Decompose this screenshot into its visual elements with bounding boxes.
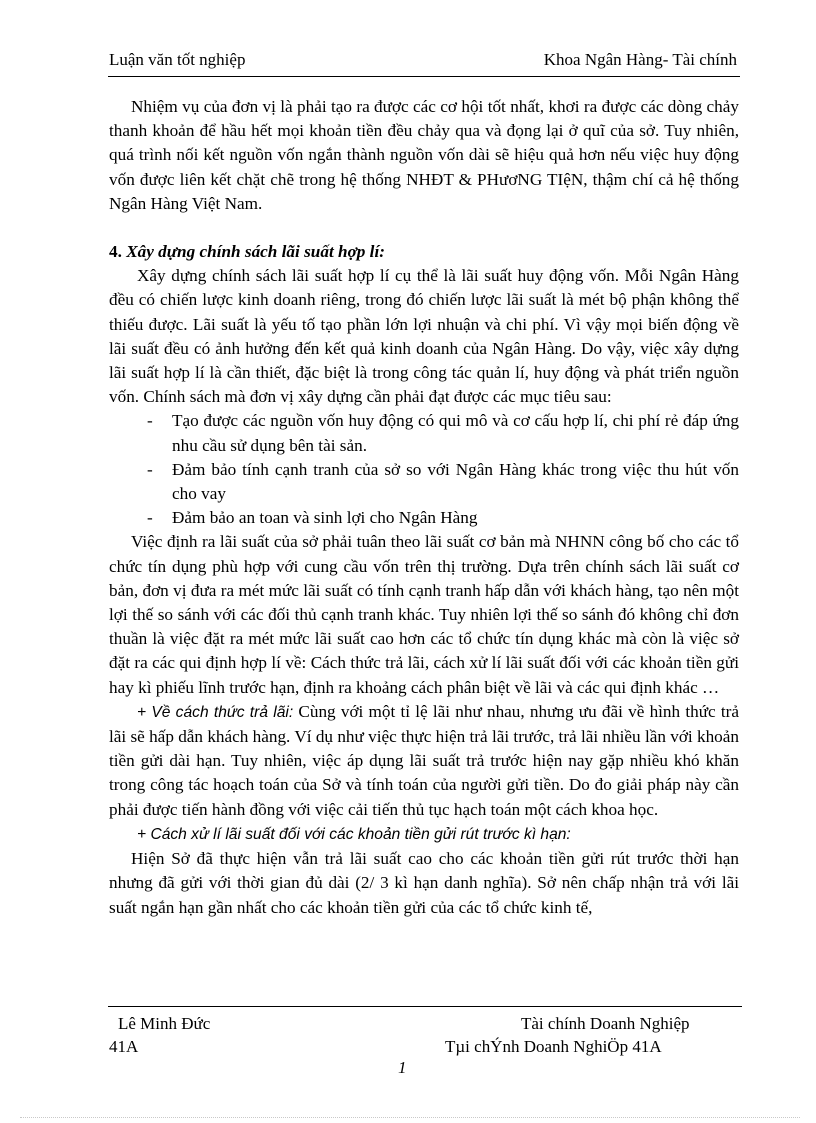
paragraph-payment-method (109, 700, 739, 822)
footer-class: 41A (109, 1037, 139, 1056)
paragraph-intro: Nhiệm vụ của đơn vị là phải tạo ra được các cơ hội tốt nhất, khơi ra được các dòng chảy thanh khoản để hầu hết mọi khoản tiền đều chảy qua và đọng lại ở quĩ của sở. Tuy nhiên, quá trình nối kết nguồn vốn ngắn thành nguồn vốn dài sẽ hiệu quả hơn nếu việc huy động vốn được liên kết chặt chẽ trong hệ thống NHĐT & PHươNG TIệN, thậm chí cả hệ thống Ngân Hàng Việt Nam. (109, 97, 739, 213)
page-bottom-border (20, 1117, 800, 1118)
paragraph-policy: Xây dựng chính sách lãi suất hợp lí cụ thể là lãi suất huy động vốn. Mỗi Ngân Hàng đều có chiến lược kinh doanh riêng, trong đó chiến lược lãi suất là mét bộ phận không thể thiếu được. Lãi suất là yếu tố tạo phần lớn lợi nhuận và chi phí. Vì vậy mọi biến động về lãi suất đều có ảnh hưởng đến kết quả kinh doanh của Ngân Hàng. Do vậy, việc xây dựng lãi suất hợp lí là cần thiết, đặc biệt là trong công tác quản lí, huy động và phát triển nguồn vốn. Chính sách mà đơn vị xây dựng cần phải đạt được các mục tiêu sau: (109, 266, 739, 407)
header-thesis-label: Luận văn tốt nghiệp (109, 50, 246, 69)
list-item-text: Tạo được các nguồn vốn huy động có qui mô và cơ cấu hợp lí, chi phí rẻ đáp ứng nhu cầu sử dụng bên tài sản. (172, 411, 739, 455)
subheading-early-withdrawal: + Cách xử lí lãi suất đối với các khoản tiền gửi rút trước kì hạn: (137, 825, 571, 843)
section-number: 4. (109, 242, 122, 262)
list-item (109, 458, 739, 506)
bullet-dash: - (147, 459, 153, 479)
footer-author: Lê Minh Đức (118, 1014, 211, 1033)
page-header (109, 50, 737, 72)
paragraph-early-withdrawal: Hiện Sở đã thực hiện vẫn trả lãi suất cao cho các khoản tiền gửi rút trước thời hạn nhưng đã gửi với thời gian đủ dài (2/ 3 kì hạn danh nghĩa). Sở nên chấp nhận trả với lãi suất ngắn hạn gần nhất cho các khoản tiền gửi của các tổ chức kinh tế, (109, 849, 739, 917)
list-item-text: Đảm bảo an toan và sinh lợi cho Ngân Hàng (172, 508, 478, 528)
footer-department: Tài chính Doanh Nghiệp (521, 1014, 690, 1033)
section-title: Xây dựng chính sách lãi suất hợp lí: (126, 242, 385, 262)
document-body (109, 95, 739, 920)
page-number: 1 (398, 1058, 407, 1077)
bullet-dash: - (147, 411, 153, 431)
bullet-dash: - (147, 508, 153, 528)
payment-method-text: Cùng với một tỉ lệ lãi như nhau, nhưng ưu đãi về hình thức trả lãi sẽ hấp dẫn khách hàng. Ví dụ như việc thực hiện trả lãi trước, trả lãi nhiều lần với khoản tiền gửi dài hạn. Tuy nhiên, việc áp dụng lãi suất trả trước hiện nay gặp nhiều khó khăn trong công tác hoạch toán của Sở và tính toán của người gửi tiền. Do đo giải pháp này cần phải được tiến hành đồng với việc cải tiến thủ tục hạch toán một cách khoa học. (109, 701, 739, 819)
objectives-list (109, 409, 739, 530)
paragraph-interest-rules: Việc định ra lãi suất của sở phải tuân theo lãi suất cơ bản mà NHNN công bố cho các tổ chức tín dụng phù hợp với cung cầu vốn trên thị trường. Dựa trên chính sách lãi suất cơ bản, đơn vị đưa ra mét mức lãi suất có tính cạnh tranh hấp dẫn với khách hàng, tạo nên một lợi thế so sánh với các đối thủ cạnh tranh khác. Tuy nhiên lợi thế so sánh đó không chỉ đơn thuần là việc đặt ra mét mức lãi suất cao hơn các tổ chức tín dụng khác mà còn là việc sở đặt ra các qui định hợp lí về: Cách thức trả lãi, cách xử lí lãi suất đối với các khoản tiền gửi hay kì phiếu lĩnh trước hạn, định ra khoảng cách phân biệt về lãi và các qui định khác … (109, 532, 739, 697)
paragraph-gap (109, 216, 739, 240)
section-heading (109, 240, 739, 264)
list-item (109, 409, 739, 457)
footer-department-class: Tµi chÝnh Doanh NghiÖp 41A (445, 1037, 662, 1056)
subheading-payment-method: + Về cách thức trả lãi: (137, 703, 294, 721)
list-item (109, 506, 739, 530)
header-rule (108, 76, 740, 77)
list-item-text: Đảm bảo tính cạnh tranh của sở so với Ngân Hàng khác trong việc thu hút vốn cho vay (172, 459, 739, 504)
header-faculty-label: Khoa Ngân Hàng- Tài chính (543, 50, 737, 69)
footer-rule (108, 1006, 742, 1007)
